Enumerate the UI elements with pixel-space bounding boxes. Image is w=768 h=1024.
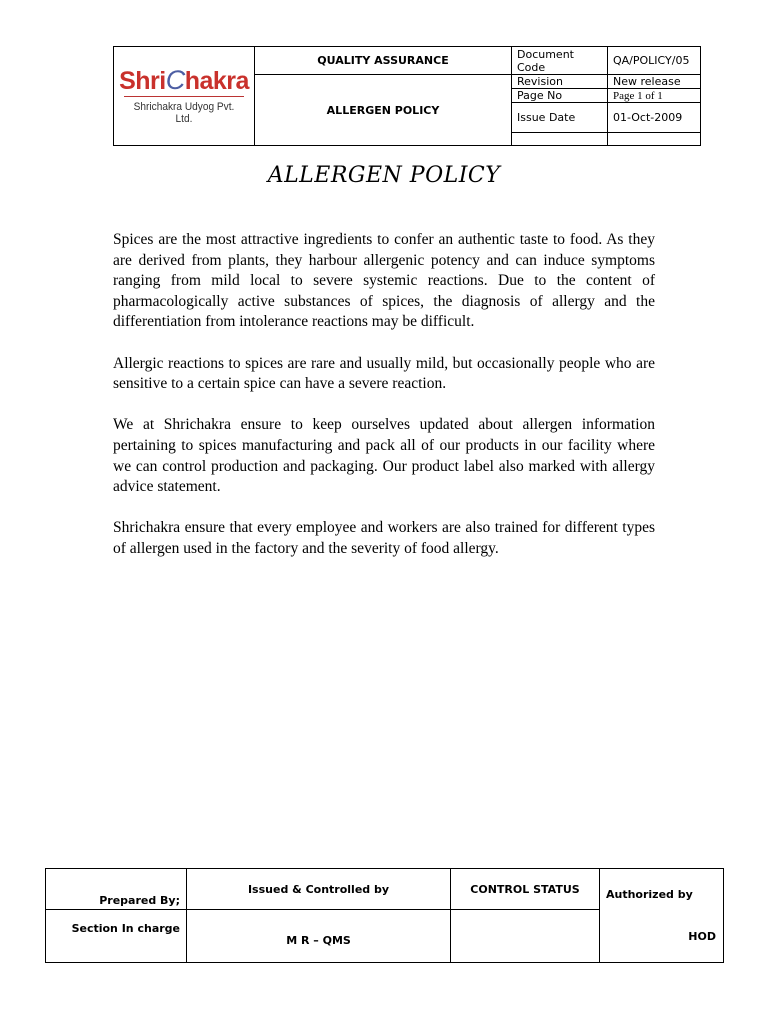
company-logo	[114, 47, 255, 146]
revision-value: New release	[608, 75, 701, 89]
policy-name: ALLERGEN POLICY	[255, 75, 512, 146]
paragraph-4: Shrichakra ensure that every employee and workers are also trained for different types of allergen used in the factory and the severity of food allergy.	[113, 519, 655, 557]
issue-date-label: Issue Date	[512, 103, 608, 133]
department-title: QUALITY ASSURANCE	[255, 47, 512, 75]
approval-footer-table	[45, 868, 724, 963]
document-header-table	[113, 46, 701, 146]
logo-c-glyph: C	[165, 64, 185, 95]
control-status-label: CONTROL STATUS	[451, 869, 600, 910]
revision-label: Revision	[512, 75, 608, 89]
logo-text-part1: Shri	[119, 66, 166, 95]
page-no-value: Page 1 of 1	[608, 89, 701, 103]
authorized-by-cell	[600, 869, 724, 963]
doc-code-label: Document Code	[512, 47, 608, 75]
issued-controlled-value: M R – QMS	[187, 910, 451, 963]
logo-wordmark	[119, 64, 249, 95]
logo-divider	[124, 96, 244, 97]
section-in-charge-label: Section In charge	[46, 910, 187, 963]
issued-controlled-label: Issued & Controlled by	[187, 869, 451, 910]
empty-value-cell	[608, 133, 701, 146]
paragraph-1: Spices are the most attractive ingredients to confer an authentic taste to food. As they are derived from plants, they harbour allergenic potency and can induce symptoms ranging from mild local to severe systemic reactions. Due to the content of pharmacologically active substances of spices, the diagnosis of allergy and the differentiation from intolerance reactions may be difficult.	[113, 231, 655, 331]
issue-date-value: 01-Oct-2009	[608, 103, 701, 133]
paragraph-3: We at Shrichakra ensure to keep ourselves updated about allergen information pertaining to spices manufacturing and pack all of our products in our facility where we can control production and packaging. Our product label also marked with allergy advice statement.	[113, 416, 655, 496]
document-title: ALLERGEN POLICY	[267, 163, 501, 188]
logo-company-name: Shrichakra Udyog Pvt. Ltd.	[133, 100, 235, 125]
doc-code-value: QA/POLICY/05	[608, 47, 701, 75]
authorized-by-value: HOD	[688, 930, 716, 943]
logo-text-part2: hakra	[184, 66, 249, 95]
paragraph-2: Allergic reactions to spices are rare and usually mild, but occasionally people who are sensitive to a certain spice can have a severe reaction.	[113, 354, 655, 393]
policy-body	[113, 230, 655, 580]
page-no-label: Page No	[512, 89, 608, 103]
prepared-by-label: Prepared By;	[46, 869, 187, 910]
control-status-value	[451, 910, 600, 963]
authorized-by-label: Authorized by	[606, 888, 693, 901]
empty-label-cell	[512, 133, 608, 146]
